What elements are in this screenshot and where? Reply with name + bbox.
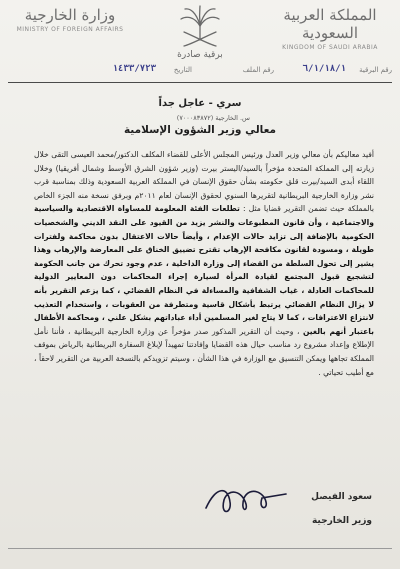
classification-stamp: سري - عاجل جداً (158, 98, 242, 109)
telegram-meta-row (8, 66, 392, 80)
signatory-name: سعود الفيصل (311, 492, 372, 502)
letterhead-ministry (10, 6, 130, 33)
date-label: التاريخ (173, 66, 192, 74)
file-label: رقم الملف (242, 66, 274, 74)
kingdom-name-en: KINGDOM OF SAUDI ARABIA (282, 44, 378, 51)
body-intro: أفيد معاليكم بأن معالي وزير العدل ورئيس المجلس الأعلى للقضاء المكلف الدكتور/محمد العيسى التقى خلال زيارته إلى المملكة المتحدة مؤخراً بالسيد/اليستر بيرت (وزير شؤون الشرق الأوسط وشمال أفريقيا) وخلال اللقاء أبدى السيد/بيرت قلق حكومته بشأن حقوق الإنسان في المملكة العربية السعودية وذلك بمناسبة قرب نشر وزارة الخارجية البريطانية لتقريرها السنوي لحقوق الإنسان لعام ٢٠١١م وبرفق نسخة منه الجزء الخاص بالمملكة حيث تضمن التقرير قضايا مثل : (34, 150, 374, 214)
footer-divider (8, 548, 392, 549)
body-report-issues: تطلعات الفئة المعلومة للمساواة الاقتصادية والسياسية والاجتماعية ، وأن قانون المطبوعات والنشر يزيد من القيود على النقد الديني والشخصيات الحكومية بالإضافة إلى تزايد حالات الإعدام ، وأيضاً حالات الاعتقال بدون محاكمة ولفترات طويلة ، ومسودة لقانون مكافحة الإرهاب تقترح تضييق الخناق على المعارضة والإرهاب وهذا يشير إلى تحول السلطة من القضاء إلى وزارة الداخلية ، عدم وجود تحرك من جانب الحكومة لتشجيع قبول المجتمع لقيادة المرأة لسيارة إجراء المحاكمات دون المعايير الدولية للمحاكمات العادلة ، غياب الشفافية والمساءلة في النظام القضائي ، كما يزعم التقرير بأنه لا يزال النظام القضائي يرتبط بأشكال قاسية ومتطرفة من العقوبات ، واستخدام التعذيب لانتزاع الاعترافات ، كما لا يتاح لغير المسلمين أداء عباداتهم بشكل علني ، ومحاكمة الأطفال باعتبار أنهم بالغين (34, 204, 374, 336)
kingdom-name-ar: المملكة العربية السعودية (283, 6, 377, 42)
body-paragraph (34, 148, 374, 379)
document-type: برقية صادرة (177, 50, 223, 60)
number-label: رقم البرقية (359, 66, 392, 74)
ministry-name-ar: وزارة الخارجية (24, 6, 116, 24)
ministry-name-en: MINISTRY OF FOREIGN AFFAIRS (16, 26, 124, 33)
handwritten-signature-icon (200, 478, 290, 524)
letterhead-kingdom (270, 6, 390, 51)
signatory-title: وزير الخارجية (311, 516, 372, 526)
header-divider (8, 82, 392, 83)
handwritten-number: ٦/١/١٨/١ (302, 64, 346, 74)
addressee: معالي وزير الشؤون الإسلامية (123, 124, 277, 136)
letter-body (34, 148, 374, 379)
body-closing: ، وحيث أن التقرير المذكور صدر مؤخراً عن وزارة الخارجية البريطانية ، فأننا نأمل الإطلاع وإعداد مشروع رد مناسب حيال هذه القضايا وإفادتنا تمهيداً لإبلاغ السفارة البريطانية بالرياض بموقف المملكة تجاهها ويمكن التنسيق مع الوزارة في هذا الشأن ، وسيتم تزويدكم بالنسخة العربية من التقرير لاحقاً ، مع أطيب تحياتي . (34, 326, 374, 377)
palm-swords-emblem-icon (176, 4, 224, 50)
reference-number: س. الخارجية (٧٠٠٠٨٣٨٧٢) (176, 114, 250, 122)
handwritten-date: ١٤٣٣/٧٢٣ (112, 64, 156, 74)
